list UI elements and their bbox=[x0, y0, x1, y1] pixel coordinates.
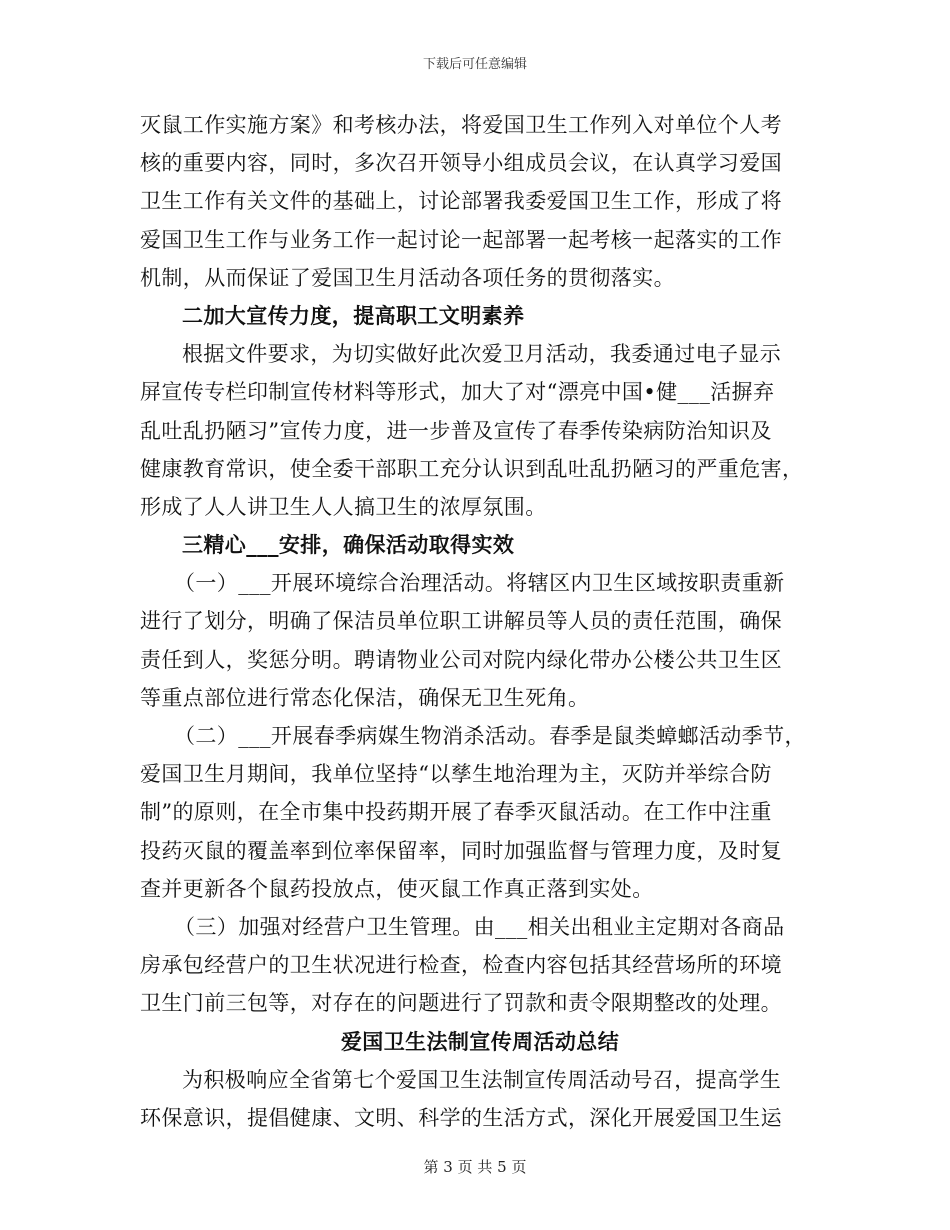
body-line: 根据文件要求，为切实做好此次爱卫月活动，我委通过电子显示 bbox=[182, 342, 782, 367]
body-line: 卫生门前三包等，对存在的问题进行了罚款和责令限期整改的处理。 bbox=[140, 991, 782, 1016]
body-line: 制”的原则，在全市集中投药期开展了春季灭鼠活动。在工作中注重 bbox=[140, 800, 772, 825]
body-line: 乱吐乱扔陋习”宣传力度，进一步普及宣传了春季传染病防治知识及 bbox=[140, 418, 772, 443]
body-line: 爱国卫生月期间，我单位坚持“以孳生地治理为主，灭防并举综合防 bbox=[140, 762, 772, 787]
body-line: 健康教育常识，使全委干部职工充分认识到乱吐乱扔陋习的严重危害， bbox=[140, 456, 804, 481]
page-header: 下载后可任意编辑 bbox=[422, 57, 527, 72]
section-heading: 二加大宣传力度，提高职工文明素养 bbox=[182, 302, 525, 328]
body-line: 屏宣传专栏印制宣传材料等形式，加大了对“漂亮中国•健___活摒弃 bbox=[140, 380, 775, 405]
document-body bbox=[140, 106, 820, 1137]
body-line: 等重点部位进行常态化保洁，确保无卫生死角。 bbox=[140, 685, 590, 710]
body-line: 灭鼠工作实施方案》和考核办法，将爱国卫生工作列入对单位个人考 bbox=[140, 113, 782, 137]
body-line: 环保意识，提倡健康、文明、科学的生活方式，深化开展爱国卫生运 bbox=[140, 1105, 782, 1130]
body-line: （三）加强对经营户卫生管理。由___相关出租业主定期对各商品 bbox=[174, 914, 785, 939]
section-heading: 三精心___安排，确保活动取得实效 bbox=[182, 532, 515, 558]
body-line: （二）___开展春季病媒生物消杀活动。春季是鼠类蟑螂活动季节， bbox=[174, 724, 806, 748]
body-line: 查并更新各个鼠药投放点，使灭鼠工作真正落到实处。 bbox=[140, 876, 654, 901]
body-line: 为积极响应全省第七个爱国卫生法制宣传周活动号召，提高学生 bbox=[182, 1067, 782, 1092]
body-line: 房承包经营户的卫生状况进行检查，检查内容包括其经营场所的环境 bbox=[140, 953, 782, 978]
body-line: 形成了人人讲卫生人人搞卫生的浓厚氛围。 bbox=[140, 494, 547, 519]
body-line: 进行了划分，明确了保洁员单位职工讲解员等人员的责任范围，确保 bbox=[140, 609, 782, 634]
page-number: 第 3 页 共 5 页 bbox=[423, 1158, 527, 1176]
body-line: （一）___开展环境综合治理活动。将辖区内卫生区域按职责重新 bbox=[174, 571, 785, 596]
body-line: 爱国卫生工作与业务工作一起讨论一起部署一起考核一起落实的工作 bbox=[140, 227, 782, 252]
body-line: 卫生工作有关文件的基础上，讨论部署我委爱国卫生工作，形成了将 bbox=[140, 189, 782, 214]
body-line: 责任到人，奖惩分明。聘请物业公司对院内绿化带办公楼公共卫生区 bbox=[140, 647, 782, 672]
document-title: 爱国卫生法制宣传周活动总结 bbox=[340, 1028, 620, 1054]
body-line: 核的重要内容，同时，多次召开领导小组成员会议，在认真学习爱国 bbox=[140, 151, 782, 176]
body-line: 机制，从而保证了爱国卫生月活动各项任务的贯彻落实。 bbox=[140, 265, 675, 290]
body-line: 投药灭鼠的覆盖率到位率保留率，同时加强监督与管理力度，及时复 bbox=[140, 838, 782, 863]
